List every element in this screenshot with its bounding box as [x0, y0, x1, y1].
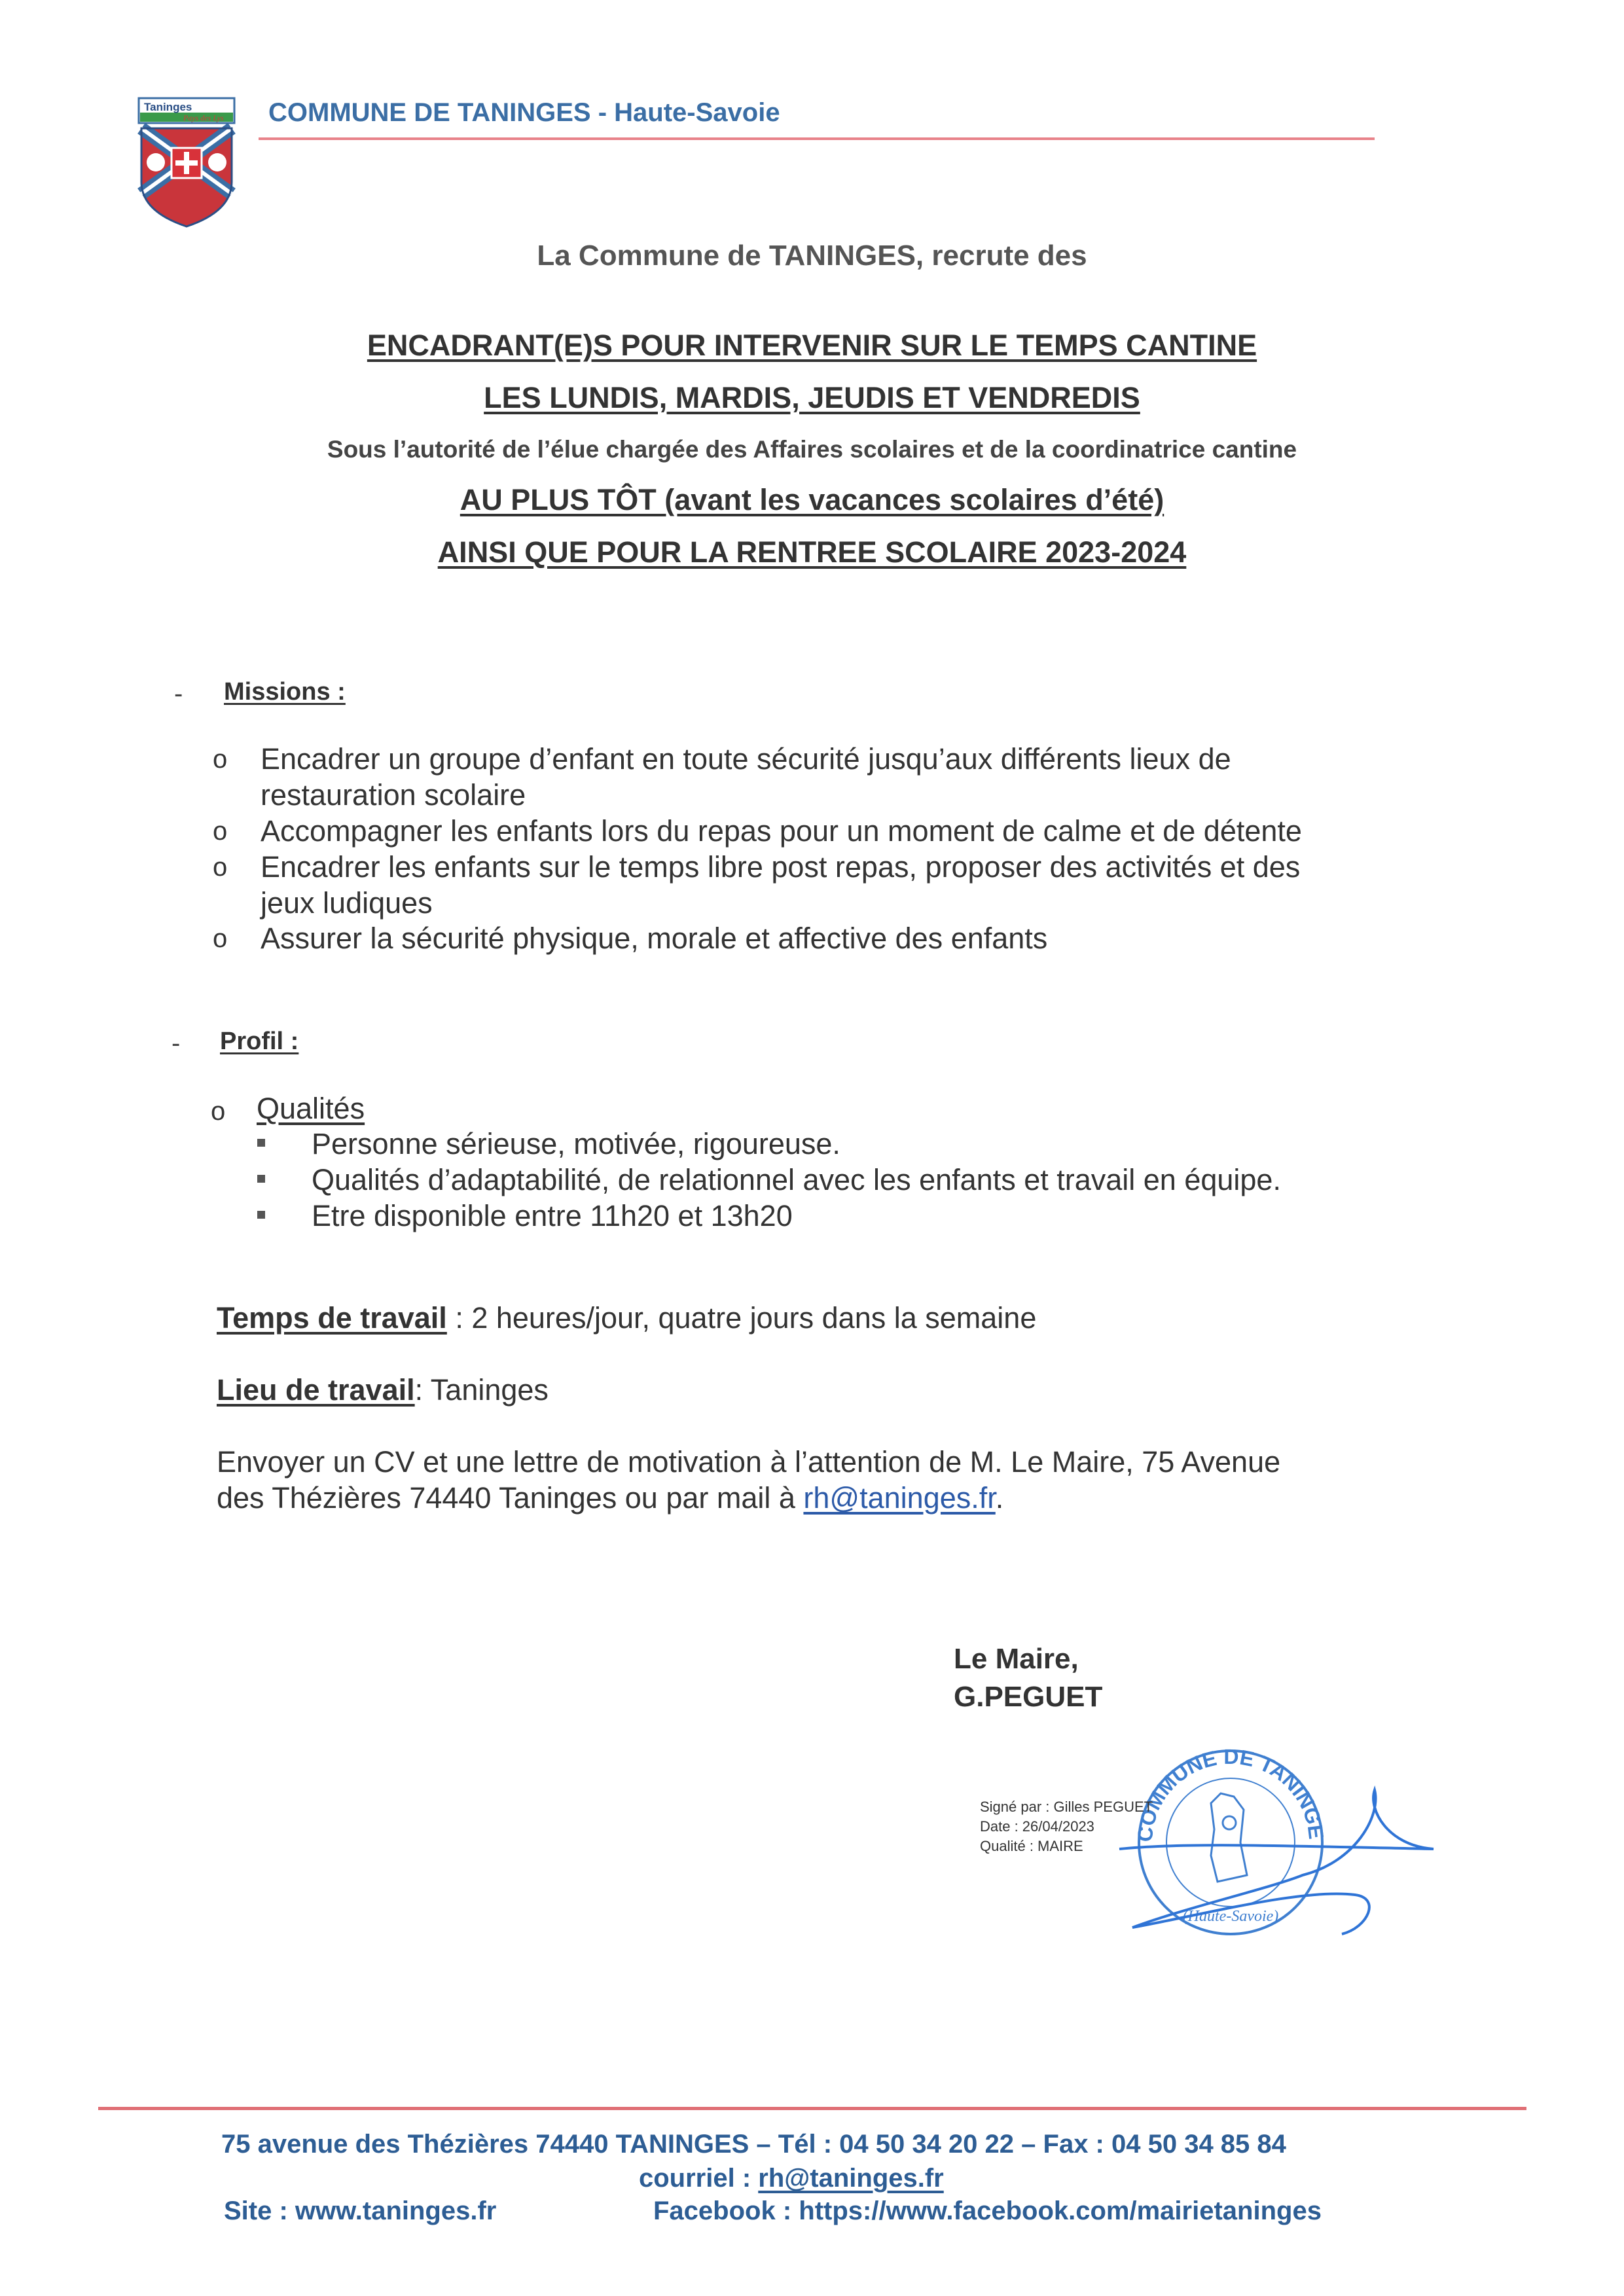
maire-title: Le Maire,: [954, 1643, 1079, 1675]
square-bullet-icon: [257, 1211, 265, 1219]
heading-school-year: AINSI QUE POUR LA RENTREE SCOLAIRE 2023-2024: [437, 535, 1187, 569]
logo-wordmark: Taninges: [144, 101, 192, 113]
missions-bullet: o: [213, 853, 228, 882]
header-divider: [259, 137, 1375, 140]
footer-divider: [98, 2107, 1526, 2110]
missions-bullet: o: [213, 817, 228, 846]
footer-courriel: courriel : rh@taninges.fr: [639, 2164, 944, 2193]
footer-email-link[interactable]: rh@taninges.fr: [758, 2164, 944, 2193]
missions-bullet: o: [213, 745, 228, 774]
mission-item: Accompagner les enfants lors du repas pour un moment de calme et de détente: [261, 814, 1302, 848]
qualites-label: Qualités: [257, 1092, 365, 1125]
missions-label: Missions :: [224, 678, 346, 706]
temps-de-travail: [217, 1300, 1036, 1336]
footer-site[interactable]: Site : www.taninges.fr: [224, 2197, 497, 2225]
lieu-label: Lieu de travail: [217, 1373, 415, 1407]
signature-date: Date : 26/04/2023: [980, 1818, 1094, 1835]
missions-dash: -: [174, 679, 183, 708]
application-instructions: Envoyer un CV et une lettre de motivation à l’attention de M. Le Maire, 75 Avenue des Thézières 74440 Taninges ou par mail à rh@taninges.fr.: [217, 1445, 1281, 1515]
profil-item: Etre disponible entre 11h20 et 13h20: [312, 1199, 793, 1232]
svg-text:COMMUNE DE TANINGES: [1106, 1731, 1328, 1843]
profil-item: Personne sérieuse, motivée, rigoureuse.: [312, 1127, 840, 1160]
heading-days: LES LUNDIS, MARDIS, JEUDIS ET VENDREDIS: [484, 381, 1140, 414]
profil-bullet: o: [211, 1097, 226, 1126]
signature-qualite: Qualité : MAIRE: [980, 1838, 1083, 1854]
temps-label: Temps de travail: [217, 1301, 447, 1335]
heading-start-date: AU PLUS TÔT (avant les vacances scolaires d’été): [460, 483, 1164, 516]
profil-label: Profil :: [220, 1028, 299, 1055]
intro-line: La Commune de TANINGES, recrute des: [537, 240, 1087, 272]
square-bullet-icon: [257, 1175, 265, 1183]
stamp-subtitle: (Haute-Savoie): [1182, 1908, 1279, 1925]
square-bullet-icon: [257, 1139, 265, 1147]
mission-item: Assurer la sécurité physique, morale et affective des enfants: [261, 922, 1048, 955]
lieu-value: : Taninges: [414, 1373, 549, 1407]
logo-tagline: Pays des Lys: [183, 113, 224, 122]
heading-position: ENCADRANT(E)S POUR INTERVENIR SUR LE TEMPS CANTINE: [367, 329, 1257, 362]
footer-address: 75 avenue des Thézières 74440 TANINGES – Tél : 04 50 34 20 22 – Fax : 04 50 34 85 84: [221, 2130, 1286, 2159]
stamp-text: COMMUNE DE TANINGE: [1132, 1744, 1329, 1843]
mission-item: Encadrer un groupe d’enfant en toute sécurité jusqu’aux différents lieux de restauration scolaire: [261, 742, 1231, 812]
footer-facebook[interactable]: Facebook : https://www.facebook.com/mairietaninges: [653, 2197, 1322, 2225]
lieu-de-travail: [217, 1372, 549, 1408]
official-stamp-and-signature: [1106, 1731, 1453, 1941]
email-link[interactable]: rh@taninges.fr: [803, 1481, 996, 1515]
commune-coat-of-arms-logo: [137, 97, 236, 228]
mission-item: Encadrer les enfants sur le temps libre post repas, proposer des activités et des jeux ludiques: [261, 850, 1301, 920]
signed-by: Signé par : Gilles PEGUET: [980, 1799, 1153, 1815]
authority-line: Sous l’autorité de l’élue chargée des Affaires scolaires et de la coordinatrice cantine: [327, 436, 1297, 463]
missions-bullet: o: [213, 924, 228, 953]
profil-dash: -: [171, 1029, 181, 1058]
temps-value: : 2 heures/jour, quatre jours dans la semaine: [446, 1301, 1037, 1335]
commune-title: COMMUNE DE TANINGES - Haute-Savoie: [268, 98, 780, 127]
profil-item: Qualités d’adaptabilité, de relationnel avec les enfants et travail en équipe.: [312, 1163, 1281, 1196]
maire-name: G.PEGUET: [954, 1681, 1103, 1713]
